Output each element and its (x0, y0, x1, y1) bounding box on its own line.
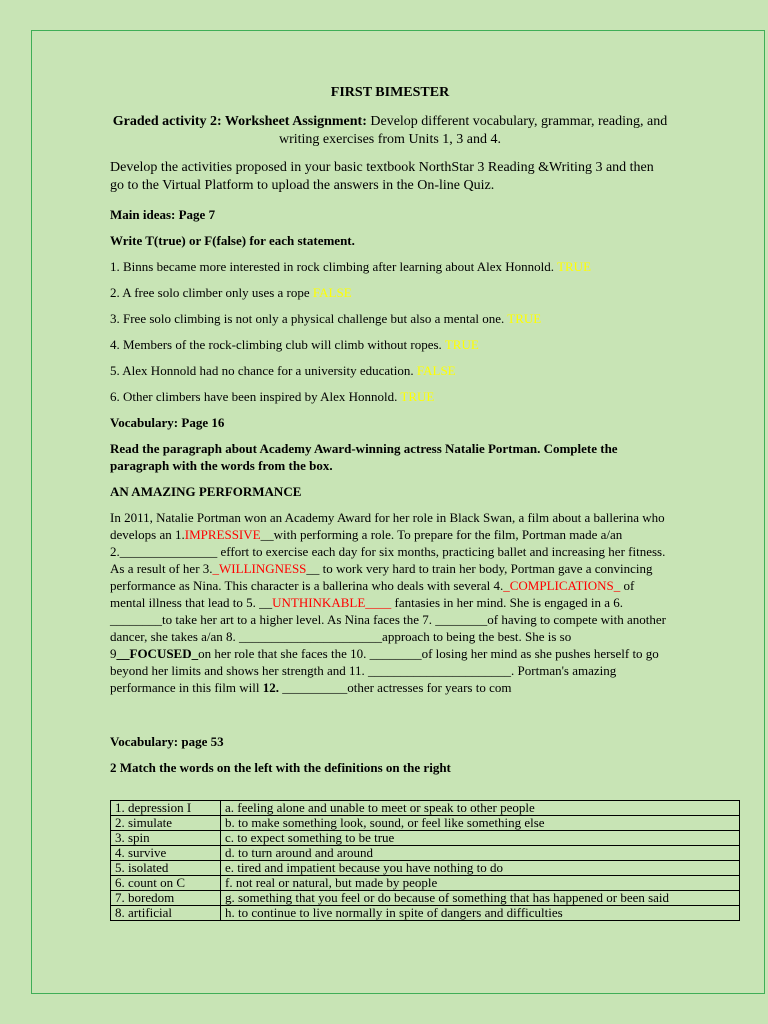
paragraph-text: __________other actresses for years to com (278, 680, 512, 695)
statement-answer: TRUE (507, 311, 542, 326)
statement-text: 4. Members of the rock-climbing club will climb without ropes. (110, 337, 442, 352)
word-cell: 8. artificial (111, 906, 221, 921)
word-cell: 5. isolated (111, 861, 221, 876)
statement-4 (110, 336, 670, 353)
table-row (111, 876, 740, 891)
statement-answer: FALSE (312, 285, 352, 300)
table-row (111, 846, 740, 861)
intro-text: Develop the activities proposed in your basic textbook NorthStar 3 Reading &Writing 3 and then go to the Virtual Platform to upload the answers in the On-line Quiz. (110, 160, 654, 193)
table-row (111, 861, 740, 876)
statement-text: 1. Binns became more interested in rock climbing after learning about Alex Honnold. (110, 259, 555, 274)
vocab53-heading: Vocabulary: page 53 (110, 734, 224, 749)
word-cell: 6. count on C (111, 876, 221, 891)
graded-activity-text: Develop different vocabulary, grammar, reading, and writing exercises from Units 1, 3 and 4. (278, 114, 668, 147)
vocab16-instruction: Read the paragraph about Academy Award-winning actress Natalie Portman. Complete the paragraph with the words from the box. (110, 441, 618, 473)
vocab16-subtitle: AN AMAZING PERFORMANCE (110, 484, 302, 499)
main-ideas-heading: Main ideas: Page 7 (110, 207, 216, 222)
statement-answer: TRUE (444, 337, 479, 352)
word-cell: 1. depression I (111, 801, 221, 816)
definition-cell: b. to make something look, sound, or feel like something else (221, 816, 740, 831)
definition-cell: c. to expect something to be true (221, 831, 740, 846)
definition-cell: a. feeling alone and unable to meet or speak to other people (221, 801, 740, 816)
item-12-number: 12. (262, 680, 279, 695)
paragraph-text: fantasies in her mind. She is engaged in a 6. ________to take her art to a higher level. As Nina faces the 7. ________of having to compete with another dancer, she takes a/an 8. ______________________approach to being the best. She is so 9 (110, 595, 666, 661)
statement-text: 2. A free solo climber only uses a rope (110, 285, 310, 300)
graded-activity-label: Graded activity 2: Worksheet Assignment: (112, 114, 367, 129)
statement-2 (110, 284, 670, 301)
table-row (111, 831, 740, 846)
paragraph-text: __ to work very hard to train her body, Portman gave a convincing performance as Nina. This character is a ballerina who deals with several 4. (110, 561, 653, 593)
answer-3: _WILLINGNESS (212, 561, 307, 576)
table-row (111, 906, 740, 921)
table-row (111, 801, 740, 816)
graded-activity (110, 113, 670, 149)
worksheet-content (110, 84, 670, 785)
matching-table (110, 800, 740, 921)
definition-cell: f. not real or natural, but made by people (221, 876, 740, 891)
statement-6 (110, 388, 670, 405)
statement-3 (110, 310, 670, 327)
paragraph-text: of mental illness that lead to 5. __ (110, 578, 635, 610)
statement-text: 6. Other climbers have been inspired by Alex Honnold. (110, 389, 398, 404)
spacer (110, 705, 670, 733)
main-ideas-instruction: Write T(true) or F(false) for each statement. (110, 233, 355, 248)
statement-answer: TRUE (557, 259, 592, 274)
definition-cell: h. to continue to live normally in spite of dangers and difficulties (221, 906, 740, 921)
statement-answer: FALSE (416, 363, 456, 378)
page-title: FIRST BIMESTER (330, 85, 450, 100)
answer-1: IMPRESSIVE (184, 527, 261, 542)
statement-5 (110, 362, 670, 379)
answer-5: UNTHINKABLE____ (272, 595, 392, 610)
portman-paragraph (110, 509, 670, 696)
answer-9: __FOCUSED_ (116, 646, 199, 661)
paragraph-text: __with performing a role. To prepare for the film, Portman made a/an 2._______________ effort to exercise each day for six months, practicing ballet and increasing her fitness. As a result of her 3. (110, 527, 666, 576)
statement-answer: TRUE (400, 389, 435, 404)
word-cell: 7. boredom (111, 891, 221, 906)
table-row (111, 891, 740, 906)
word-cell: 2. simulate (111, 816, 221, 831)
vocab53-instruction: 2 Match the words on the left with the definitions on the right (110, 760, 451, 775)
definition-cell: g. something that you feel or do because of something that has happened or been said (221, 891, 740, 906)
vocab16-heading: Vocabulary: Page 16 (110, 415, 225, 430)
paragraph-text: In 2011, Natalie Portman won an Academy Award for her role in Black Swan, a film about a ballerina who develops an 1. (110, 510, 665, 542)
word-cell: 4. survive (111, 846, 221, 861)
table-row (111, 816, 740, 831)
statement-text: 5. Alex Honnold had no chance for a university education. (110, 363, 414, 378)
word-cell: 3. spin (111, 831, 221, 846)
definition-cell: d. to turn around and around (221, 846, 740, 861)
statement-1 (110, 258, 670, 275)
statement-text: 3. Free solo climbing is not only a physical challenge but also a mental one. (110, 311, 505, 326)
paragraph-text: on her role that she faces the 10. ________of losing her mind as she pushes herself to go beyond her limits and shows her strength and 11. ______________________. Portman's amazing performance in this film will (110, 646, 659, 695)
definition-cell: e. tired and impatient because you have nothing to do (221, 861, 740, 876)
answer-4: _COMPLICATIONS_ (503, 578, 621, 593)
